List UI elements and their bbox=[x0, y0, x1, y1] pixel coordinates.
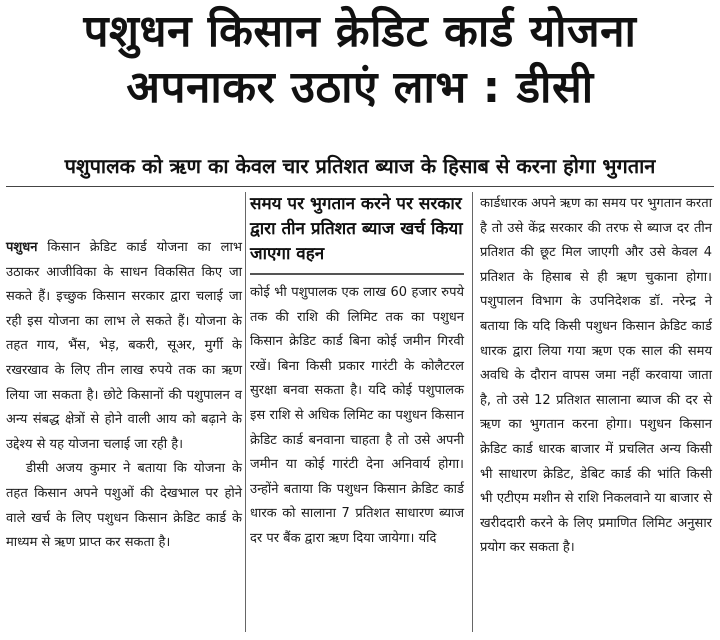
column-divider-2 bbox=[472, 192, 473, 632]
subheadline: पशुपालक को ऋण का केवल चार प्रतिशत ब्याज के हिसाब से करना होगा भुगतान bbox=[64, 154, 656, 178]
article-column-3 bbox=[480, 192, 712, 561]
headline bbox=[0, 4, 720, 116]
article-column-1 bbox=[6, 236, 242, 556]
headline-line-1: पशुधन किसान क्रेडिट कार्ड योजना bbox=[83, 6, 637, 57]
column-2-paragraph: कोई भी पशुपालक एक लाख 60 हजार रुपये तक की राशि की लिमिट तक का पशुधन किसान क्रेडिट कार्ड बिना कोई जमीन गिरवी रखें। बिना किसी प्रकार गारंटी के कोलैटरल सुरक्षा बनवा सकता है। यदि कोई पशुपालक इस राशि से अधिक लिमिट का पशुधन किसान क्रेडिट कार्ड बनवाना चाहता है तो उसे अपनी जमीन या कोई गारंटी देना अनिवार्य होगा। उन्होंने बताया कि पशुधन किसान क्रेडिट कार्ड धारक को सालाना 7 प्रतिशत साधारण ब्याज दर पर बैंक द्वारा ऋण दिया जायेगा। यदि bbox=[250, 285, 464, 546]
column-1-paragraph-1 bbox=[6, 236, 242, 457]
top-divider bbox=[6, 186, 714, 187]
column-3-paragraph: कार्डधारक अपने ऋण का समय पर भुगतान करता है तो उसे केंद्र सरकार की तरफ से ब्याज दर तीन प्रतिशत की छूट मिल जाएगी और उसे केवल 4 प्रतिशत के हिसाब से ही ऋण चुकाना होगा। पशुपालन विभाग के उपनिदेशक डॉ. नरेन्द्र ने बताया कि यदि किसी पशुधन किसान क्रेडिट कार्ड धारक द्वारा लिया गया ऋण एक साल की समय अवधि के दौरान वापस जमा नहीं करवाया जाता है, तो उसे 12 प्रतिशत सालाना ब्याज की दर से ऋण का भुगतान करना होगा। पशुधन किसान क्रेडिट कार्ड धारक बाजार में प्रचलित अन्य किसी भी साधारण क्रेडिट, डेबिट कार्ड की भांति किसी भी एटीएम मशीन से राशि निकलवाने या बाजार से खरीददारी करने के लिए प्रमाणित लिमिट अनुसार प्रयोग कर सकता है। bbox=[480, 196, 712, 556]
article-column-2 bbox=[250, 192, 464, 552]
headline-line-2: अपनाकर उठाएं लाभ : डीसी bbox=[126, 62, 594, 113]
pull-quote: समय पर भुगतान करने पर सरकार द्वारा तीन प्रतिशत ब्याज खर्च किया जाएगा वहन bbox=[250, 192, 464, 275]
column-1-paragraph-2: डीसी अजय कुमार ने बताया कि योजना के तहत किसान अपने पशुओं की देखभाल पर होने वाले खर्च के लिए पशुधन किसान क्रेडिट कार्ड के माध्यम से ऋण प्राप्त कर सकता है। bbox=[6, 461, 242, 551]
column-divider-1 bbox=[245, 192, 246, 632]
lead-word: पशुधन bbox=[6, 240, 38, 255]
column-1-paragraph-1-text: किसान क्रेडिट कार्ड योजना का लाभ उठाकर आजीविका के साधन विकसित किए जा सकते हैं। इच्छुक किसान सरकार द्वारा चलाई जा रही इस योजना का लाभ ले सकते हैं। योजना के तहत गाय, भैंस, भेड़, बकरी, सूअर, मुर्गी के रखरखाव के लिए तीन लाख रुपये तक का ऋण लिया जा सकता है। छोटे किसानों की पशुपालन व अन्य संबद्ध क्षेत्रों से होने वाली आय को बढ़ाने के उद्देश्य से यह योजना चलाई जा रही है। bbox=[6, 240, 242, 452]
